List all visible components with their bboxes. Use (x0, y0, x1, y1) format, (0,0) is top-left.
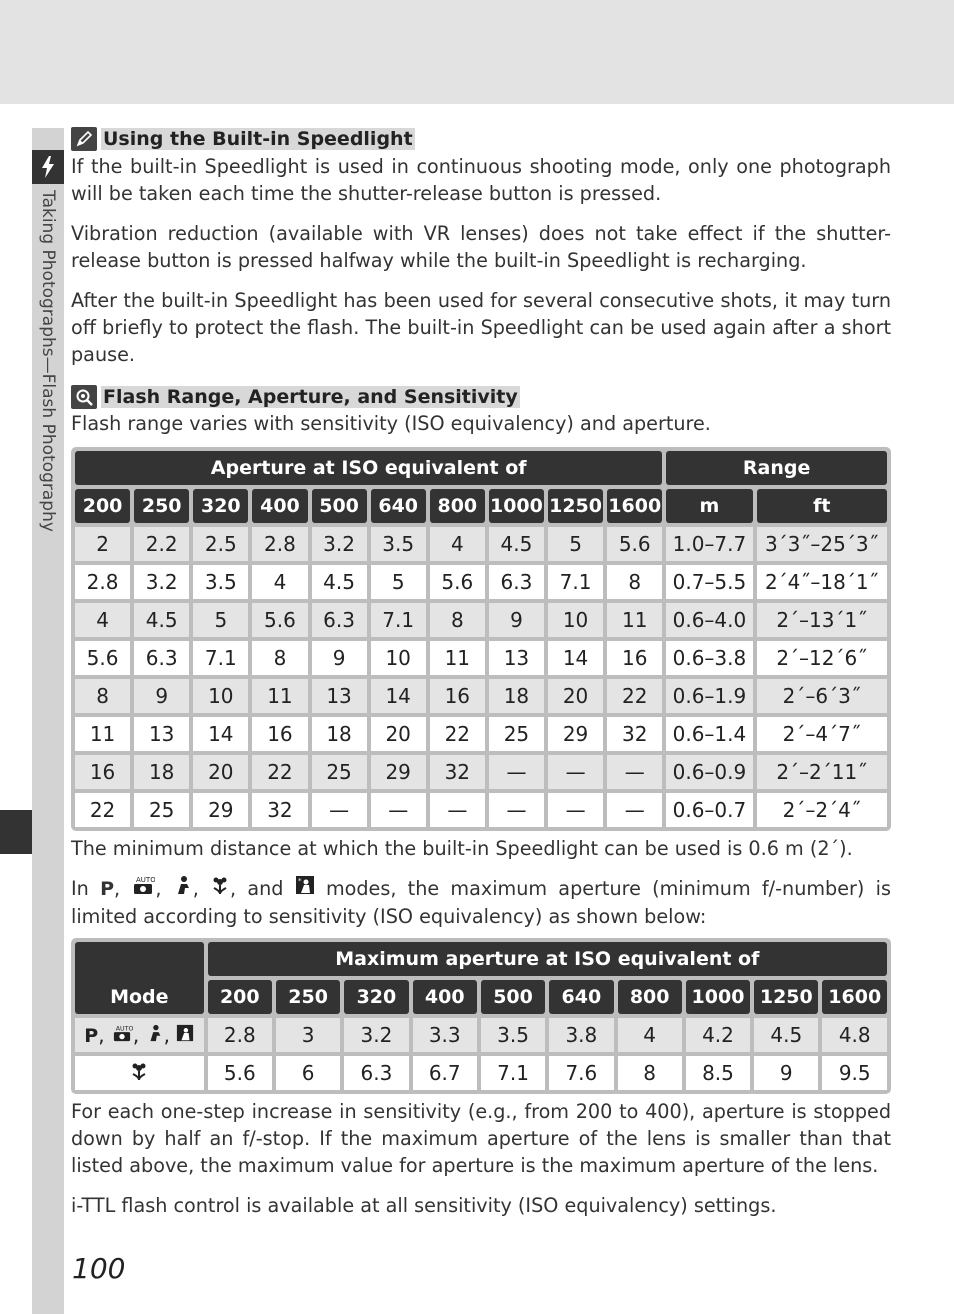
table-cell: 22 (75, 793, 130, 827)
table-cell: — (430, 793, 485, 827)
table-cell: 4 (75, 603, 130, 637)
table-cell: 6.3 (134, 641, 189, 675)
table-cell: 14 (371, 679, 426, 713)
table-cell: 13 (312, 679, 367, 713)
table-cell: 14 (193, 717, 248, 751)
table-cell: 6 (276, 1056, 340, 1090)
auto-camera-icon (131, 877, 155, 900)
table-cell: 32 (607, 717, 662, 751)
iso-header: 800 (430, 489, 485, 523)
page-number: 100 (72, 1252, 126, 1285)
iso-header: 400 (413, 980, 477, 1014)
table-cell: 7.1 (548, 565, 603, 599)
iso-header: 320 (193, 489, 248, 523)
iso-header: 640 (371, 489, 426, 523)
table-cell: 7.1 (371, 603, 426, 637)
table-cell: 0.6–0.9 (666, 755, 752, 789)
table-cell: 20 (371, 717, 426, 751)
auto-camera-icon (111, 1023, 133, 1047)
table-cell: 9 (754, 1056, 818, 1090)
portrait-icon (173, 877, 193, 900)
table-cell: — (489, 793, 544, 827)
table-cell: 4.5 (489, 527, 544, 561)
chapter-title-text: Taking Photographs—Flash Photography (38, 190, 58, 532)
table-row (75, 793, 887, 827)
table-cell: 2´–2´11˝ (757, 755, 887, 789)
iso-header: 1000 (686, 980, 750, 1014)
separator: , (192, 877, 199, 900)
iso-header: 640 (549, 980, 613, 1014)
iso-header: 500 (312, 489, 367, 523)
table-cell: 5.6 (252, 603, 307, 637)
table-cell: 3.3 (413, 1018, 477, 1052)
table-cell: 3.5 (193, 565, 248, 599)
table-cell: 6.3 (312, 603, 367, 637)
iso-header: 250 (276, 980, 340, 1014)
table-cell: 2´–12´6˝ (757, 641, 887, 675)
table-cell: 11 (607, 603, 662, 637)
flash-bolt-icon (32, 150, 64, 184)
iso-header: 400 (252, 489, 307, 523)
table-cell: 4.5 (312, 565, 367, 599)
chapter-title (36, 190, 60, 630)
table-cell: 8 (430, 603, 485, 637)
table-cell: — (548, 793, 603, 827)
table-row (75, 717, 887, 751)
table-cell: 10 (371, 641, 426, 675)
table-cell: 2´4˝–18´1˝ (757, 565, 887, 599)
table-cell: 8.5 (686, 1056, 750, 1090)
table-cell: 4 (618, 1018, 682, 1052)
table-cell: 4.8 (822, 1018, 887, 1052)
table-cell: 9.5 (822, 1056, 887, 1090)
table-cell: 6.3 (344, 1056, 408, 1090)
iso-header: 200 (208, 980, 272, 1014)
table-cell: 4 (430, 527, 485, 561)
unit-header: ft (757, 489, 887, 523)
paragraph: The minimum distance at which the built-in Speedlight can be used is 0.6 m (2´). (71, 837, 853, 860)
text: modes, the maximum aperture (minimum f/-number) is limited according to sensitivity (ISO equivalency) as shown below: (71, 877, 891, 928)
section-title: Using the Built-in Speedlight (103, 128, 413, 150)
table-cell: 3.2 (312, 527, 367, 561)
table-row (75, 527, 887, 561)
section-heading-flash-range (71, 384, 891, 410)
table-cell: 2 (75, 527, 130, 561)
mode-header: Mode (75, 942, 204, 1014)
iso-header: 1250 (754, 980, 818, 1014)
table-cell: 8 (252, 641, 307, 675)
separator: , and (230, 877, 284, 900)
table-cell: 3.5 (481, 1018, 545, 1052)
table-cell: — (607, 793, 662, 827)
table-cell: 8 (607, 565, 662, 599)
table-cell: 0.7–5.5 (666, 565, 752, 599)
svg-text:AUTO: AUTO (115, 1025, 133, 1033)
table-cell: 29 (193, 793, 248, 827)
svg-text:AUTO: AUTO (136, 876, 156, 884)
table-cell: 6.3 (489, 565, 544, 599)
table-cell: 14 (548, 641, 603, 675)
table-cell: 3.5 (371, 527, 426, 561)
column-group-header: Aperture at ISO equivalent of (75, 451, 662, 485)
table-cell: 5 (371, 565, 426, 599)
table-cell: 22 (430, 717, 485, 751)
table-cell: 13 (134, 717, 189, 751)
max-aperture-table (71, 938, 891, 1094)
section-heading-speedlight (71, 126, 891, 152)
table-cell: 2´–4´7˝ (757, 717, 887, 751)
iso-header: 1000 (489, 489, 544, 523)
table-row (75, 1056, 887, 1090)
table-cell: 16 (252, 717, 307, 751)
table-cell: 3.2 (134, 565, 189, 599)
table-cell: 2.8 (208, 1018, 272, 1052)
modes-paragraph (71, 875, 891, 930)
table-cell: 10 (548, 603, 603, 637)
magnifier-detail-icon (71, 385, 97, 409)
table-cell: 25 (489, 717, 544, 751)
table-cell: 20 (548, 679, 603, 713)
table-cell: 0.6–3.8 (666, 641, 752, 675)
table-cell: 11 (430, 641, 485, 675)
unit-header: m (666, 489, 752, 523)
table-cell: 5.6 (208, 1056, 272, 1090)
table-cell: 25 (134, 793, 189, 827)
table-cell: 5 (193, 603, 248, 637)
iso-header: 500 (481, 980, 545, 1014)
table-cell: 2.8 (252, 527, 307, 561)
night-portrait-icon (176, 1023, 194, 1047)
table-cell: 11 (252, 679, 307, 713)
table-cell: 11 (75, 717, 130, 751)
page-content (71, 126, 891, 1219)
program-mode-label: P (100, 878, 114, 900)
paragraph: Flash range varies with sensitivity (ISO equivalency) and aperture. (71, 412, 711, 435)
paragraph: After the built-in Speedlight has been used for several consecutive shots, it may turn off briefly to protect the flash. The built-in Speedlight can be used again after a short pause. (71, 289, 891, 366)
iso-header: 200 (75, 489, 130, 523)
paragraph: If the built-in Speedlight is used in continuous shooting mode, only one photograph will be taken each time the shutter-release button is pressed. (71, 155, 891, 205)
section-title: Flash Range, Aperture, and Sensitivity (103, 386, 518, 408)
table-cell: 2´–2´4˝ (757, 793, 887, 827)
table-row (75, 603, 887, 637)
table-row (75, 641, 887, 675)
table-cell: 29 (371, 755, 426, 789)
table-cell: 8 (618, 1056, 682, 1090)
paragraph: Vibration reduction (available with VR lenses) does not take effect if the shutter-release button is pressed halfway while the built-in Speedlight is recharging. (71, 222, 891, 272)
table-cell: 5 (548, 527, 603, 561)
table-cell: 4.5 (754, 1018, 818, 1052)
separator: , (155, 877, 162, 900)
table-row (75, 565, 887, 599)
mode-cell: P, AUTO , , (75, 1018, 204, 1052)
table-cell: 32 (252, 793, 307, 827)
table-cell: 3 (276, 1018, 340, 1052)
iso-header: 1600 (822, 980, 887, 1014)
table-cell: 4.5 (134, 603, 189, 637)
table-cell: 7.1 (193, 641, 248, 675)
table-cell: 13 (489, 641, 544, 675)
table-cell: 3´3˝–25´3˝ (757, 527, 887, 561)
table-cell: 5.6 (430, 565, 485, 599)
table-cell: 9 (134, 679, 189, 713)
thumb-tab (0, 810, 32, 854)
table-cell: — (548, 755, 603, 789)
table-cell: 22 (252, 755, 307, 789)
paragraph: For each one-step increase in sensitivity (e.g., from 200 to 400), aperture is stopped down by half an f/-stop. If the maximum aperture of the lens is smaller than that listed above, the maximum value for aperture is the maximum aperture of the lens. (71, 1100, 891, 1177)
table-cell: — (371, 793, 426, 827)
column-group-header: Maximum aperture at ISO equivalent of (208, 942, 887, 976)
table-cell: 6.7 (413, 1056, 477, 1090)
text: In (71, 877, 89, 900)
table-cell: — (312, 793, 367, 827)
iso-header: 320 (344, 980, 408, 1014)
table-cell: 3.2 (344, 1018, 408, 1052)
program-mode-label: P (84, 1025, 99, 1047)
paragraph: i-TTL flash control is available at all sensitivity (ISO equivalency) settings. (71, 1194, 777, 1217)
table-cell: 0.6–1.9 (666, 679, 752, 713)
table-cell: 2.8 (75, 565, 130, 599)
table-cell: 9 (312, 641, 367, 675)
table-cell: 4.2 (686, 1018, 750, 1052)
table-cell: 10 (193, 679, 248, 713)
close-up-flower-icon (210, 877, 230, 900)
table-cell: 5.6 (75, 641, 130, 675)
iso-header: 250 (134, 489, 189, 523)
table-cell: 18 (489, 679, 544, 713)
table-cell: 0.6–4.0 (666, 603, 752, 637)
mode-cell (75, 1056, 204, 1090)
table-cell: 2.5 (193, 527, 248, 561)
table-cell: 18 (134, 755, 189, 789)
table-cell: 16 (607, 641, 662, 675)
table-cell: 1.0–7.7 (666, 527, 752, 561)
svg-text:*: * (297, 877, 302, 885)
table-row (75, 1018, 887, 1052)
table-cell: 16 (430, 679, 485, 713)
table-cell: 29 (548, 717, 603, 751)
table-cell: 7.6 (549, 1056, 613, 1090)
table-cell: 22 (607, 679, 662, 713)
table-cell: — (607, 755, 662, 789)
iso-header: 1600 (607, 489, 662, 523)
table-cell: 32 (430, 755, 485, 789)
column-group-header: Range (666, 451, 887, 485)
table-cell: 0.6–0.7 (666, 793, 752, 827)
table-cell: 9 (489, 603, 544, 637)
table-cell: 16 (75, 755, 130, 789)
table-cell: 25 (312, 755, 367, 789)
table-cell: 8 (75, 679, 130, 713)
table-cell: 18 (312, 717, 367, 751)
table-cell: 4 (252, 565, 307, 599)
table-cell: 5.6 (607, 527, 662, 561)
flash-range-table (71, 447, 891, 831)
table-cell: 2´–13´1˝ (757, 603, 887, 637)
table-row (75, 679, 887, 713)
close-up-flower-icon (129, 1062, 149, 1086)
pencil-note-icon (71, 127, 97, 151)
table-cell: 2.2 (134, 527, 189, 561)
table-row (75, 755, 887, 789)
table-cell: 3.8 (549, 1018, 613, 1052)
separator: , (114, 877, 121, 900)
table-cell: — (489, 755, 544, 789)
iso-header: 800 (618, 980, 682, 1014)
portrait-icon (146, 1023, 164, 1047)
iso-header: 1250 (548, 489, 603, 523)
page-top-band (0, 0, 954, 104)
table-cell: 20 (193, 755, 248, 789)
table-cell: 2´–6´3˝ (757, 679, 887, 713)
night-portrait-icon (295, 877, 315, 900)
table-cell: 7.1 (481, 1056, 545, 1090)
table-cell: 0.6–1.4 (666, 717, 752, 751)
